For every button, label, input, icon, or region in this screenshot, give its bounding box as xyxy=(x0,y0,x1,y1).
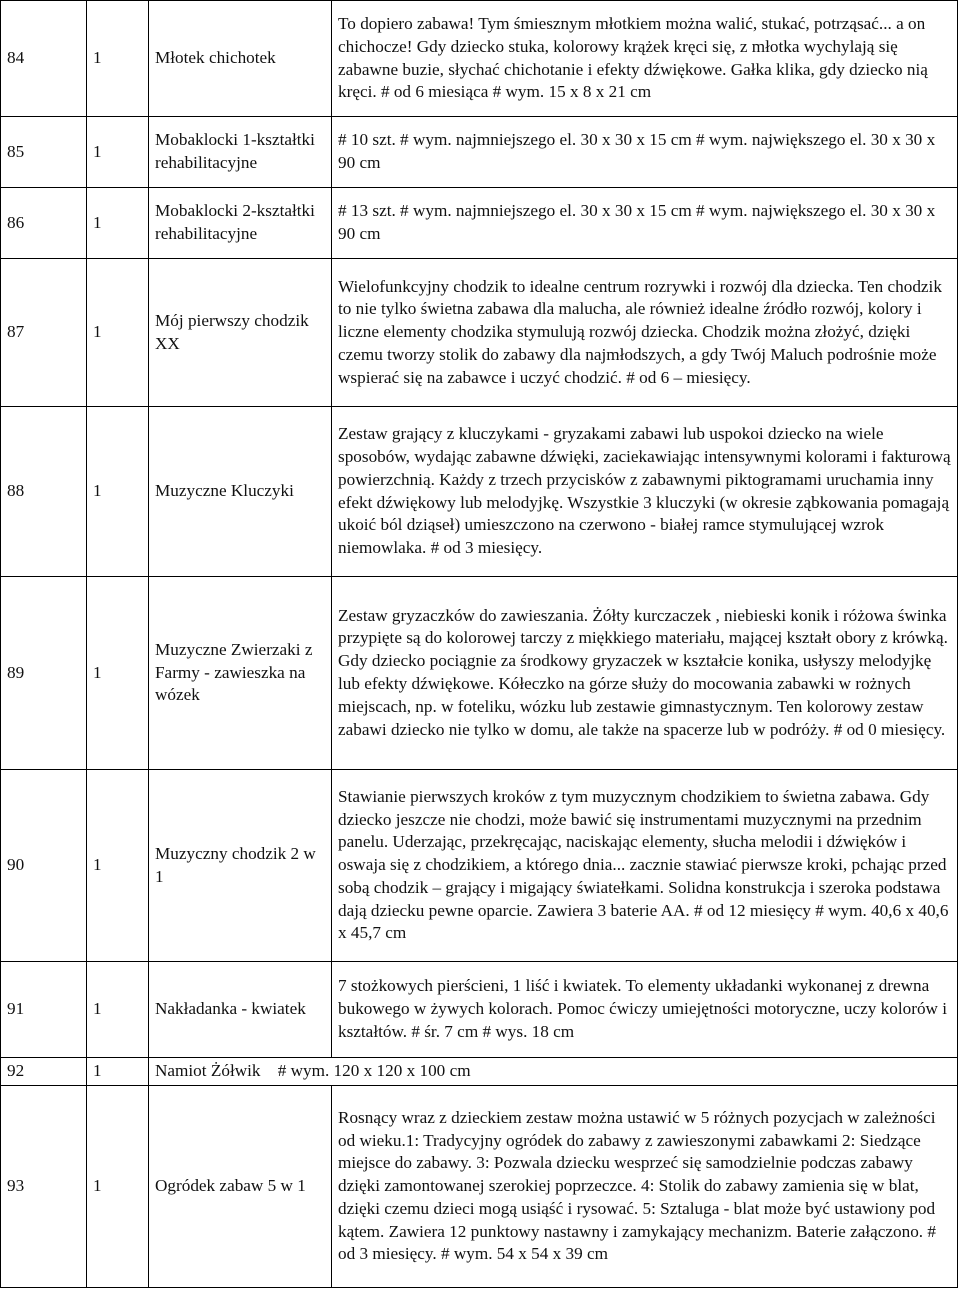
row-quantity: 1 xyxy=(87,1058,149,1086)
row-description: # 10 szt. # wym. najmniejszego el. 30 x 30 x 15 cm # wym. największego el. 30 x 30 x 90 cm xyxy=(332,117,958,188)
row-quantity: 1 xyxy=(87,577,149,770)
row-description: Stawianie pierwszych kroków z tym muzycznym chodzikiem to świetna zabawa. Gdy dziecko jeszcze nie chodzi, może bawić się instrumentami muzycznymi na przednim panelu. Uderzając, przekręcając, naciskając elementy, słucha melodii i dźwięków i oswaja się z chodzikiem, a którego dnia... zacznie stawiać pierwsze kroki, pchając przed sobą chodzik – grający i migający światełkami. Solidna konstrukcja i szeroka podstawa dają dziecku pewne oparcie. Zawiera 3 baterie AA. # od 12 miesięcy # wym. 40,6 x 40,6 x 45,7 cm xyxy=(332,770,958,962)
table-row xyxy=(1,117,958,188)
row-description: 7 stożkowych pierścieni, 1 liść i kwiatek. To elementy układanki wykonanej z drewna bukowego w żywych kolorach. Pomoc ćwiczy umiejętności motoryczne, uczy kolorów i kształtów. # śr. 7 cm # wys. 18 cm xyxy=(332,962,958,1058)
row-quantity: 1 xyxy=(87,1,149,117)
table-row xyxy=(1,577,958,770)
table-row xyxy=(1,1086,958,1288)
row-name: Mój pierwszy chodzik XX xyxy=(149,259,332,407)
table-row xyxy=(1,407,958,577)
row-number: 87 xyxy=(1,259,87,407)
row-name-and-description: Namiot Żółwik # wym. 120 x 120 x 100 cm xyxy=(149,1058,958,1086)
row-number: 90 xyxy=(1,770,87,962)
table-row xyxy=(1,188,958,259)
row-name: Mobaklocki 1-kształtki rehabilitacyjne xyxy=(149,117,332,188)
row-quantity: 1 xyxy=(87,770,149,962)
table-row xyxy=(1,1,958,117)
row-name: Ogródek zabaw 5 w 1 xyxy=(149,1086,332,1288)
row-name: Mobaklocki 2-kształtki rehabilitacyjne xyxy=(149,188,332,259)
row-number: 85 xyxy=(1,117,87,188)
row-number: 86 xyxy=(1,188,87,259)
row-quantity: 1 xyxy=(87,1086,149,1288)
row-number: 91 xyxy=(1,962,87,1058)
table-row xyxy=(1,770,958,962)
row-name: Muzyczne Zwierzaki z Farmy - zawieszka na wózek xyxy=(149,577,332,770)
row-number: 93 xyxy=(1,1086,87,1288)
row-name: Muzyczne Kluczyki xyxy=(149,407,332,577)
row-quantity: 1 xyxy=(87,259,149,407)
row-name: Muzyczny chodzik 2 w 1 xyxy=(149,770,332,962)
row-number: 84 xyxy=(1,1,87,117)
row-description: Wielofunkcyjny chodzik to idealne centrum rozrywki i rozwój dla dziecka. Ten chodzik to nie tylko świetna zabawa dla malucha, ale również idealne źródło rozwój, kolory i liczne elementy chodzika stymulują rozwój dziecka. Chodzik można złożyć, dzięki czemu tworzy stolik do zabawy dla najmłodszych, a gdy Twój Maluch podrośnie może wspierać się na zabawce i uczyć chodzić. # od 6 – miesięcy. xyxy=(332,259,958,407)
row-description: Rosnący wraz z dzieckiem zestaw można ustawić w 5 różnych pozycjach w zależności od wieku.1: Tradycyjny ogródek do zabawy z zawieszonymi zabawkami 2: Siedzące miejsce do zabawy. 3: Pozwala dziecku wesprzeć się samodzielnie podczas zabawy dzięki zamontowanej szerokiej poprzeczce. 4: Stolik do zabawy zamienia się w blat, dzięki czemu dzieci mogą usiąść i rysować. 5: Sztaluga - blat może być ustawiony pod kątem. Zawiera 12 punktowy nastawny i zamykający mechanizm. Baterie załączono. # od 3 miesięcy. # wym. 54 x 54 x 39 cm xyxy=(332,1086,958,1288)
table-row xyxy=(1,1058,958,1086)
row-description: To dopiero zabawa! Tym śmiesznym młotkiem można walić, stukać, potrząsać... a on chichocze! Gdy dziecko stuka, kolorowy krążek kręci się, z młotka wychylają się zabawne buzie, słychać chichotanie i efekty dźwiękowe. Gałka klika, gdy dziecko nią kręci. # od 6 miesiąca # wym. 15 x 8 x 21 cm xyxy=(332,1,958,117)
row-description: # 13 szt. # wym. najmniejszego el. 30 x 30 x 15 cm # wym. największego el. 30 x 30 x 90 cm xyxy=(332,188,958,259)
row-description: Zestaw grający z kluczykami - gryzakami zabawi lub uspokoi dziecko na wiele sposobów, wydając zabawne dźwięki, zaciekawiając intensywnymi kolorami i fakturową powierzchnią. Każdy z trzech przycisków z zabawnymi piktogramami uruchamia inny efekt dźwiękowy lub melodyjkę. Wszystkie 3 kluczyki (w okresie ząbkowania pomagają ukoić ból dziąseł) umieszczono na czerwono - białej ramce stymulującej wzrok niemowlaka. # od 3 miesięcy. xyxy=(332,407,958,577)
row-number: 88 xyxy=(1,407,87,577)
row-quantity: 1 xyxy=(87,407,149,577)
table-row xyxy=(1,259,958,407)
row-name: Nakładanka - kwiatek xyxy=(149,962,332,1058)
row-number: 89 xyxy=(1,577,87,770)
table-row xyxy=(1,962,958,1058)
row-number: 92 xyxy=(1,1058,87,1086)
row-name: Młotek chichotek xyxy=(149,1,332,117)
row-quantity: 1 xyxy=(87,962,149,1058)
row-quantity: 1 xyxy=(87,117,149,188)
row-quantity: 1 xyxy=(87,188,149,259)
row-description: Zestaw gryzaczków do zawieszania. Żółty kurczaczek , niebieski konik i różowa świnka przypięte są do kolorowej tarczy z miękkiego materiału, mającej kształt obory z krówką. Gdy dziecko pociągnie za środkowy gryzaczek w kształcie konika, usłyszy melodyjkę lub efekty dźwiękowe. Kółeczko na górze służy do mocowania zabawki w rożnych miejscach, np. w foteliku, wózku lub zestawie gimnastycznym. Ten kolorowy zestaw zabawi dziecko nie tylko w domu, ale także na spacerze lub w podróży. # od 0 miesięcy. xyxy=(332,577,958,770)
